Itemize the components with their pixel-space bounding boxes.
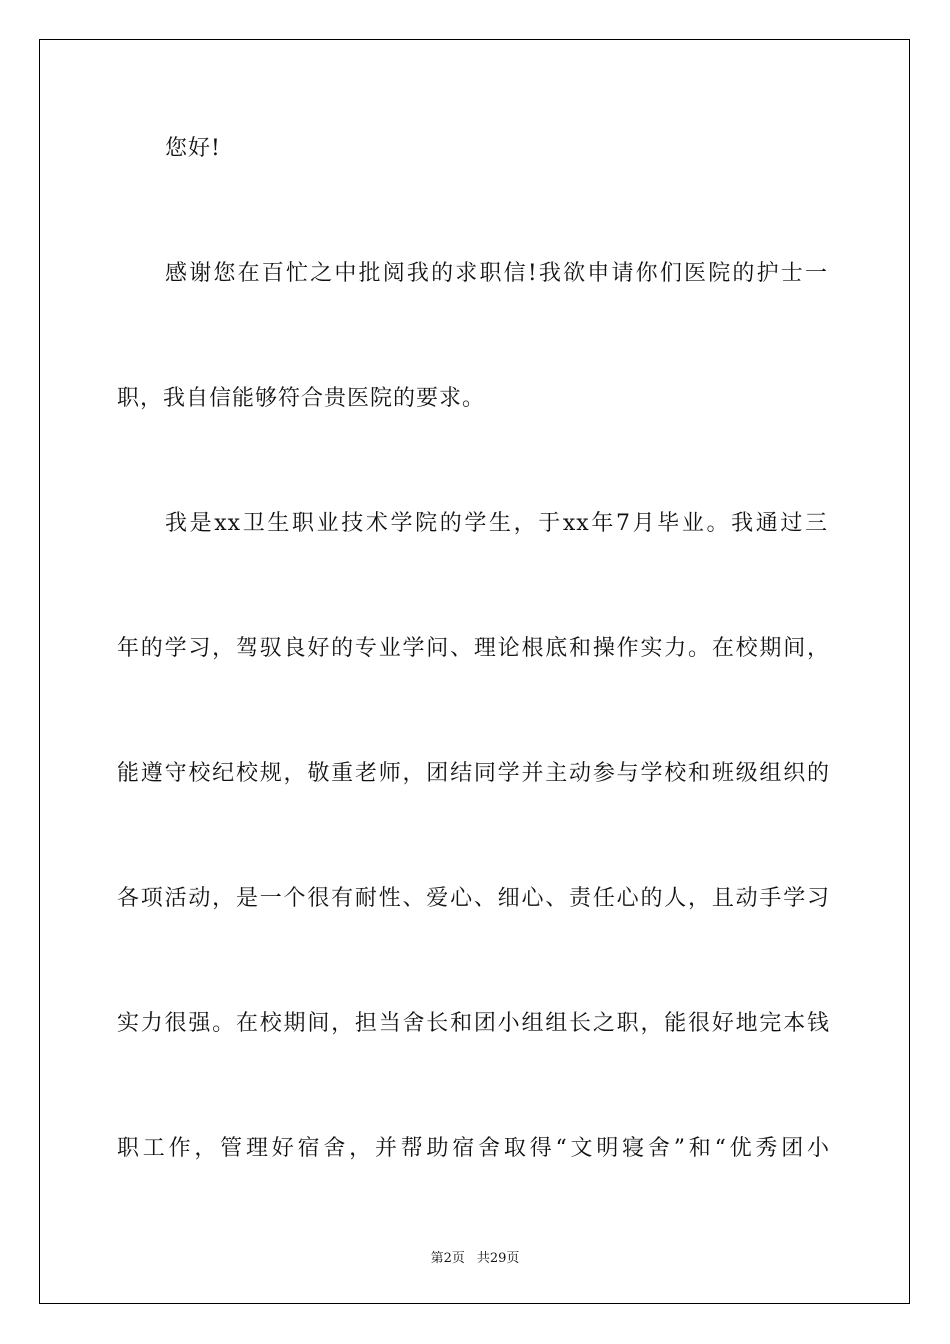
body-line-4: 年的学习，驾驭良好的专业学问、理论根底和操作实力。在校期间，: [117, 636, 830, 661]
page-border: [39, 39, 910, 1304]
page-number: 第2页: [430, 1251, 465, 1266]
page-total: 共29页: [476, 1251, 520, 1266]
page-footer: [0, 1247, 950, 1266]
body-line-6: 各项活动，是一个很有耐性、爱心、细心、责任心的人，且动手学习: [117, 886, 830, 911]
body-line-5: 能遵守校纪校规，敬重老师，团结同学并主动参与学校和班级组织的: [117, 761, 830, 786]
body-line-1: 感谢您在百忙之中批阅我的求职信!我欲申请你们医院的护士一: [165, 261, 828, 286]
greeting-line: 您好!: [165, 136, 221, 161]
body-line-7: 实力很强。在校期间，担当舍长和团小组组长之职，能很好地完本钱: [117, 1011, 830, 1036]
body-line-8: 职工作，管理好宿舍，并帮助宿舍取得“文明寝舍”和“优秀团小: [117, 1136, 830, 1161]
body-line-2: 职，我自信能够符合贵医院的要求。: [117, 386, 486, 411]
body-line-3: 我是xx卫生职业技术学院的学生，于xx年7月毕业。我通过三: [165, 511, 828, 536]
